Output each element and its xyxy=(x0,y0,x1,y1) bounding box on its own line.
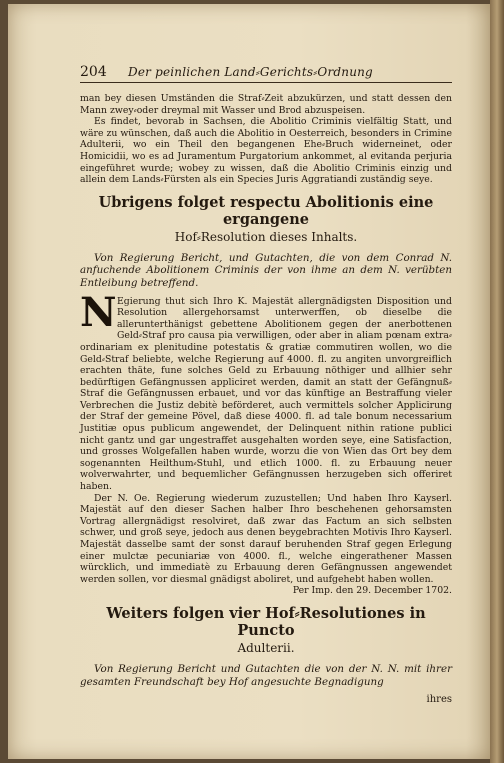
resolution-paragraph-1: Egierung thut sich Ihro K. Majestät allergnädigsten Disposition und Resolution allergehorsamst unterwerffen, ob dieselbe die allerunterthänigst gebettene Abolitionem gegen der anerbottenen Geld⸗Straf pro causa pia verwilligen, oder aber in aliam pœnam extra⸗ordinariam ex plenitudine potestatis & gratiæ commutiren wollen, wo die Geld⸗Straf beliebte, welche Regierung auf 4000. fl. zu angiten unvorgreiflich erachten thäte, fune solches Geld zu Erbauung nöthiger und allhier sehr bedürftigen Gefängnussen appliciret werden, damit an statt der Gefängnuß⸗Straf die Gefängnussen erbauet, und vor das künftige an Bestraffung vieler Verbrechen die Justiz debitè beförderet, auch vermittels solcher Applicirung der Straf der gemeine Pövel, daß diese 4000. fl. ad tale bonum necessarium Justitiæ opus publicum angewendet, der Delinquent nithin ratione publici nicht gantz und gar ungestraffet ausgehalten worden seye, eine Satisfaction, und grosses Wolgefallen haben wurde, worzu die von Wien das Ort bey dem sogenannten Heilthum⸗Stuhl, und etlich 1000. fl. zu Erbauung neuer wolverwahrter, und bequemlicher Gefängnussen herzugeben sich offeriret haben. xyxy=(80,295,452,493)
adulterii-summary: Von Regierung Bericht und Gutachten die von der N. N. mit ihrer gesamten Freundschaft bey Hof angesuchte Begnadigung xyxy=(80,662,452,688)
section-heading-abolitionis xyxy=(80,194,452,246)
section-heading-line1: Ubrigens folget respectu Abolitionis eine ergangene xyxy=(98,193,434,228)
section2-heading-line1: Weiters folgen vier Hof⸗Resolutiones in Puncto xyxy=(106,604,426,639)
running-title: Der peinlichen Land⸗Gerichts⸗Ordnung xyxy=(128,65,373,79)
resolution-date: Per Imp. den 29. December 1702. xyxy=(292,585,452,597)
paragraph-continuation: man bey diesen Umständen die Straf⸗Zeit abzukürzen, und statt dessen den Mann zwey⸗oder dreymal mit Wasser und Brod abzuspeisen. xyxy=(80,93,452,116)
book-spine xyxy=(490,0,504,763)
page-number: 204 xyxy=(80,64,107,80)
page-header xyxy=(80,64,452,83)
drop-cap-initial: N xyxy=(80,288,117,336)
catchword: ihres xyxy=(426,694,452,706)
resolution-body xyxy=(80,288,452,493)
case-summary: Von Regierung Bericht, und Gutachten, die von dem Conrad N. anfuchende Abolitionem Criminis der von ihme an dem N. verübten Entleibung betreffend. xyxy=(80,251,452,289)
book-page xyxy=(8,4,490,759)
page-content xyxy=(80,64,452,705)
section2-heading-line2: Adulterii. xyxy=(237,640,295,655)
paragraph-abolitio: Es findet, bevorab in Sachsen, die Abolitio Criminis vielfältig Statt, und wäre zu wünschen, daß auch die Abolitio in Oesterreich, besonders in Crimine Adulterii, wo ein Theil den begangenen Ehe⸗Bruch widerneinet, oder Homicidii, wo es ad Juramentum Purgatorium ankommet, al evitanda perjuria eingeführet wurde; wobey zu wissen, daß die Abolitio Criminis einzig und allein dem Lands⸗Fürsten als ein Species Juris Aggratiandi zuständig seye. xyxy=(80,116,452,186)
resolution-paragraph-2: Der N. Oe. Regierung wiederum zuzustellen; Und haben Ihro Kayserl. Majestät auf den dieser Sachen halber Ihro beschehenen gehorsamsten Vortrag allergnädigst resolviret, daß zwar das Factum an sich selbsten schwer, und groß seye, jedoch aus denen beygebrachten Motivis Ihro Kayserl. Majestät dasselbe samt der sonst darauf beruhenden Straf gegen Erlegung einer mulctæ pecuniariæ von 4000. fl., welche eingerathener Massen würcklich, und immediatè zu Erbauung deren Gefängnussen angewendet werden sollen, vor diesmal gnädigst aboliret, und aufgehebt haben wollen. xyxy=(80,492,452,585)
section-heading-adulterii xyxy=(80,605,452,657)
section-heading-line2: Hof⸗Resolution dieses Inhalts. xyxy=(174,229,358,244)
